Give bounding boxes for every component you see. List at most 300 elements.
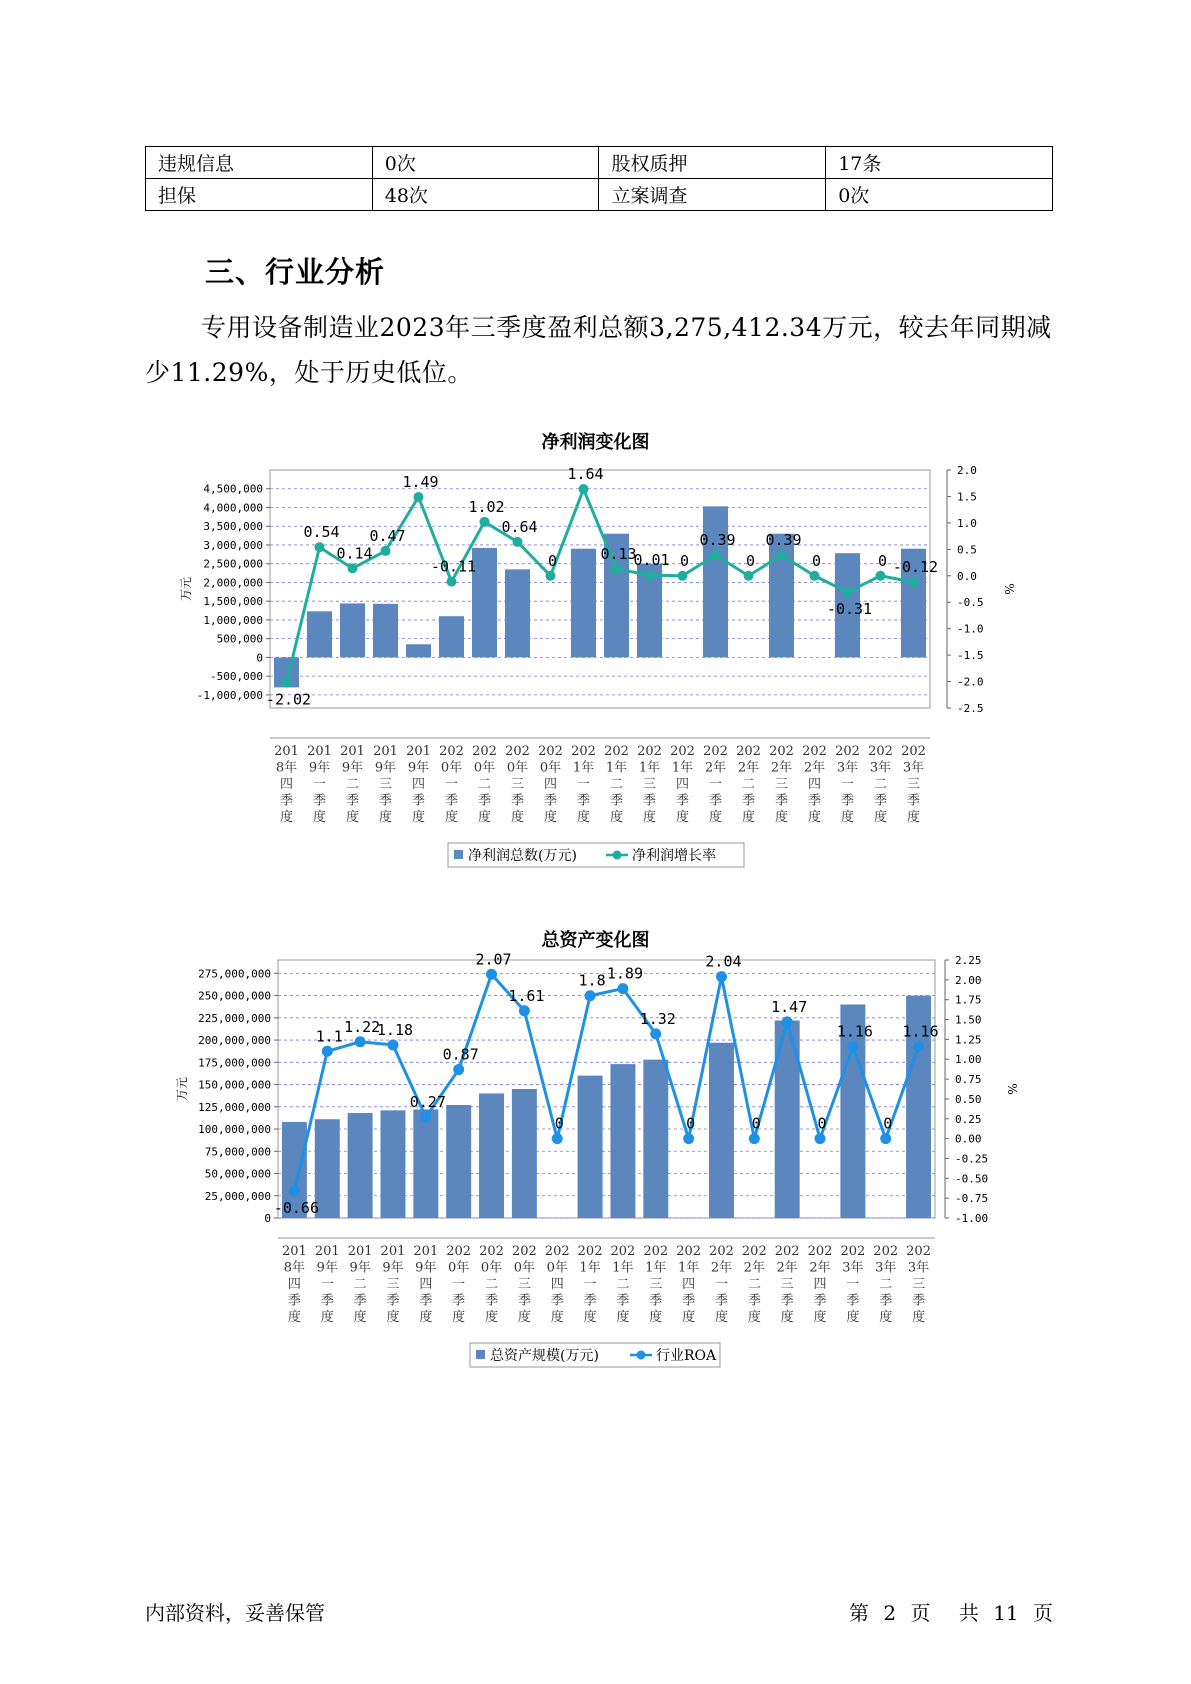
x-tick-label: 201: [282, 1244, 307, 1259]
data-label: -0.66: [273, 1199, 320, 1218]
x-tick-label: 季: [550, 1293, 564, 1309]
x-tick-label: 9年: [407, 760, 430, 776]
y-left-axis-label: 万元: [175, 1076, 189, 1102]
x-tick-label: 3年: [902, 760, 925, 776]
x-tick-label: 度: [279, 810, 294, 825]
x-tick-label: 度: [345, 810, 360, 825]
data-label: 0: [817, 1114, 827, 1133]
bar: [340, 603, 365, 657]
line-point: [322, 1046, 333, 1057]
y-left-tick-label: 125,000,000: [198, 1100, 271, 1114]
x-tick-label: 度: [675, 810, 690, 825]
y-right-tick-label: -1.0: [957, 622, 984, 636]
line-point: [381, 546, 391, 556]
x-tick-label: 季: [287, 1293, 301, 1309]
x-tick-label: 9年: [382, 1260, 404, 1276]
x-tick-label: 202: [446, 1244, 472, 1259]
x-tick-label: 季: [813, 1293, 827, 1309]
x-tick-label: 9年: [349, 1260, 371, 1276]
line-point: [909, 577, 919, 587]
data-label: -0.11: [430, 557, 477, 576]
x-tick-label: 3年: [869, 760, 892, 776]
data-label: 1.32: [639, 1009, 676, 1028]
x-tick-label: 四: [411, 777, 426, 792]
bar: [307, 611, 332, 657]
x-tick-label: 度: [879, 1310, 893, 1325]
line-point: [612, 564, 622, 574]
x-tick-label: 度: [583, 1310, 597, 1325]
y-left-tick-label: 4,500,000: [203, 482, 263, 496]
x-tick-label: 季: [616, 1293, 630, 1309]
x-tick-label: 2年: [737, 760, 760, 776]
line-point: [513, 537, 523, 547]
y-right-tick-label: 0.25: [955, 1112, 982, 1126]
x-tick-label: 201: [314, 1244, 340, 1259]
y-left-axis-label: 万元: [179, 576, 193, 602]
x-tick-label: 季: [444, 793, 459, 809]
data-label: 1.89: [606, 964, 643, 983]
x-tick-label: 三: [780, 1277, 794, 1292]
y-right-tick-label: -1.00: [955, 1212, 989, 1225]
x-tick-label: 度: [353, 1310, 367, 1325]
total-unit: 页: [1033, 1601, 1053, 1625]
x-tick-label: 季: [780, 1293, 794, 1309]
x-tick-label: 0年: [506, 760, 529, 776]
x-tick-label: 季: [912, 1293, 926, 1309]
line-point: [650, 1028, 661, 1039]
x-tick-label: 201: [380, 1244, 406, 1259]
data-label: 0.39: [765, 531, 802, 550]
bar: [610, 1064, 635, 1218]
x-tick-label: 202: [835, 744, 860, 759]
x-tick-label: 四: [813, 1277, 827, 1292]
x-tick-label: 度: [543, 810, 558, 825]
x-tick-label: 1年: [572, 760, 595, 776]
x-tick-label: 三: [774, 777, 789, 792]
x-tick-label: 9年: [316, 1260, 338, 1276]
line-point: [315, 542, 325, 552]
x-tick-label: 度: [411, 810, 426, 825]
y-right-tick-label: 1.75: [955, 993, 982, 1007]
x-tick-label: 8年: [283, 1260, 306, 1276]
x-tick-label: 201: [274, 744, 299, 759]
data-label: 0.54: [303, 523, 340, 542]
x-tick-label: 季: [353, 1293, 367, 1309]
data-label: -0.12: [892, 558, 939, 577]
x-tick-label: 一: [846, 1277, 860, 1292]
x-tick-label: 2年: [704, 760, 727, 776]
x-tick-label: 202: [472, 744, 497, 759]
line-point: [453, 1064, 464, 1075]
x-tick-label: 202: [901, 744, 926, 759]
x-tick-label: 202: [505, 744, 530, 759]
x-tick-label: 度: [616, 1310, 630, 1325]
x-tick-label: 季: [906, 793, 921, 809]
bar: [643, 1060, 668, 1218]
x-tick-label: 季: [576, 793, 591, 809]
x-tick-label: 季: [609, 793, 624, 809]
footer-note: 内部资料，妥善保管: [145, 1601, 325, 1625]
x-tick-label: 201: [307, 744, 332, 759]
y-right-axis-label: %: [1005, 1083, 1019, 1095]
line-point: [913, 1041, 924, 1052]
x-tick-label: 202: [637, 744, 662, 759]
x-tick-label: 201: [340, 744, 365, 759]
line-point: [387, 1039, 398, 1050]
x-tick-label: 四: [807, 777, 822, 792]
data-label: -2.02: [265, 690, 312, 709]
data-label: 0: [554, 1114, 564, 1133]
bar: [446, 1105, 471, 1218]
x-tick-label: 季: [774, 793, 789, 809]
x-tick-label: 度: [517, 1310, 531, 1325]
x-tick-label: 2年: [803, 760, 826, 776]
bar: [439, 616, 464, 657]
x-tick-label: 202: [906, 1244, 931, 1259]
x-tick-label: 度: [741, 810, 756, 825]
x-tick-label: 三: [912, 1277, 926, 1292]
data-label: 0: [679, 551, 690, 570]
x-tick-label: 一: [840, 777, 855, 792]
x-tick-label: 度: [682, 1310, 696, 1325]
x-tick-label: 季: [452, 1293, 466, 1309]
x-tick-label: 201: [406, 744, 431, 759]
legend-swatch-dot: [613, 851, 622, 860]
x-tick-label: 二: [609, 777, 624, 792]
x-tick-label: 度: [477, 810, 492, 825]
x-tick-label: 1年: [645, 1260, 667, 1276]
table-cell: 立案调查: [599, 179, 826, 211]
chart-title: 净利润变化图: [541, 432, 650, 453]
y-left-tick-label: 3,500,000: [203, 520, 263, 534]
x-tick-label: 202: [736, 744, 761, 759]
line-point: [552, 1133, 563, 1144]
x-tick-label: 度: [840, 810, 855, 825]
x-tick-label: 度: [649, 1310, 663, 1325]
table-cell: 17条: [826, 147, 1053, 179]
x-tick-label: 202: [571, 744, 596, 759]
data-label: 0: [751, 1114, 761, 1133]
x-tick-label: 3年: [836, 760, 859, 776]
info-table: [145, 146, 1053, 211]
x-tick-label: 202: [610, 1244, 636, 1259]
x-tick-label: 季: [649, 1293, 663, 1309]
x-tick-label: 202: [741, 1244, 767, 1259]
data-label: 1.8: [578, 971, 606, 990]
x-tick-label: 一: [576, 777, 591, 792]
line-point: [777, 550, 787, 560]
y-right-tick-label: 1.00: [955, 1053, 982, 1067]
y-right-tick-label: 1.25: [955, 1033, 982, 1047]
bar: [348, 1113, 373, 1218]
x-tick-label: 度: [576, 810, 591, 825]
y-right-tick-label: -0.50: [955, 1172, 989, 1186]
x-tick-label: 度: [609, 810, 624, 825]
x-tick-label: 季: [279, 793, 294, 809]
x-tick-label: 度: [312, 810, 327, 825]
line-point: [810, 571, 820, 581]
summary-paragraph: 专用设备制造业2023年三季度盈利总额3,275,412.34万元，较去年同期减少11.29%，处于历史低位。: [145, 313, 1052, 387]
data-label: 1.22: [344, 1017, 381, 1036]
data-label: 0.87: [442, 1045, 479, 1064]
line-point: [847, 1041, 858, 1052]
x-tick-label: 季: [747, 1293, 761, 1309]
table-cell: 0次: [372, 147, 599, 179]
y-right-tick-label: 1.50: [955, 1013, 982, 1027]
line-point: [420, 1112, 431, 1123]
x-tick-label: 0年: [546, 1260, 568, 1276]
x-tick-label: 202: [511, 1244, 537, 1259]
x-tick-label: 二: [345, 777, 360, 792]
y-right-tick-label: 0.50: [955, 1092, 982, 1106]
x-tick-label: 一: [583, 1277, 597, 1292]
x-tick-label: 季: [840, 793, 855, 809]
x-tick-label: 202: [703, 744, 728, 759]
x-tick-label: 202: [604, 744, 629, 759]
line-point: [585, 990, 596, 1001]
x-tick-label: 二: [485, 1277, 499, 1292]
x-tick-label: 四: [675, 777, 690, 792]
x-tick-label: 0年: [480, 1260, 503, 1276]
y-left-tick-label: 75,000,000: [204, 1145, 271, 1159]
x-tick-label: 三: [517, 1277, 531, 1292]
y-left-tick-label: 25,000,000: [204, 1189, 271, 1203]
y-left-tick-label: 150,000,000: [198, 1078, 271, 1092]
y-left-tick-label: 100,000,000: [198, 1123, 271, 1137]
x-tick-label: 二: [747, 1277, 761, 1292]
x-tick-label: 202: [802, 744, 827, 759]
page-number: [841, 1597, 1053, 1626]
x-tick-label: 9年: [374, 760, 397, 776]
x-tick-label: 度: [320, 1310, 334, 1325]
x-tick-label: 季: [411, 793, 426, 809]
x-tick-label: 一: [320, 1277, 334, 1292]
data-label: 0.39: [699, 531, 736, 550]
y-left-tick-label: -1,000,000: [196, 688, 263, 702]
page-prefix: 第: [849, 1601, 870, 1625]
line-point: [447, 577, 457, 587]
x-tick-label: 1年: [579, 1260, 601, 1276]
line-point: [716, 971, 727, 982]
line-point: [744, 571, 754, 581]
y-right-tick-label: 2.0: [957, 464, 977, 477]
table-cell: 股权质押: [599, 147, 826, 179]
y-right-tick-label: 0.0: [957, 569, 977, 583]
line-point: [486, 969, 497, 980]
x-tick-label: 2年: [776, 1260, 798, 1276]
x-tick-label: 三: [906, 777, 921, 792]
x-tick-label: 202: [873, 1244, 899, 1259]
x-tick-label: 三: [386, 1277, 400, 1292]
x-tick-label: 二: [353, 1277, 367, 1292]
data-label: 1.18: [376, 1020, 414, 1039]
data-label: 0.01: [633, 551, 670, 570]
x-tick-label: 季: [312, 793, 327, 809]
line-point: [617, 983, 628, 994]
x-tick-label: 202: [709, 1244, 734, 1259]
x-tick-label: 2年: [770, 760, 793, 776]
y-right-tick-label: -2.5: [957, 702, 984, 715]
x-tick-label: 季: [583, 1293, 597, 1309]
x-tick-label: 三: [642, 777, 657, 792]
x-tick-label: 一: [708, 777, 723, 792]
x-tick-label: 二: [616, 1277, 630, 1292]
x-tick-label: 度: [813, 1310, 827, 1325]
data-label: 0: [883, 1114, 893, 1133]
x-tick-label: 度: [378, 810, 393, 825]
x-tick-label: 202: [439, 744, 464, 759]
line-point: [546, 571, 556, 581]
x-tick-label: 季: [543, 793, 558, 809]
x-tick-label: 9年: [341, 760, 364, 776]
x-tick-label: 二: [477, 777, 492, 792]
x-tick-label: 度: [807, 810, 822, 825]
x-tick-label: 202: [769, 744, 794, 759]
x-tick-label: 四: [419, 1277, 433, 1292]
x-tick-label: 一: [312, 777, 327, 792]
y-right-axis-label: %: [1002, 583, 1016, 595]
line-point: [782, 1016, 793, 1027]
x-tick-label: 度: [386, 1310, 400, 1325]
legend-swatch-bar: [476, 1350, 485, 1359]
x-tick-label: 度: [714, 1310, 728, 1325]
data-label: 1.47: [771, 997, 808, 1016]
x-tick-label: 2年: [809, 1260, 831, 1276]
y-left-tick-label: 4,000,000: [203, 501, 263, 515]
data-label: 0.64: [501, 517, 538, 536]
legend-label: 总资产规模(万元): [490, 1348, 599, 1364]
line-point: [414, 492, 424, 502]
x-tick-label: 季: [485, 1293, 499, 1309]
x-tick-label: 度: [873, 810, 888, 825]
legend-swatch-bar: [454, 850, 463, 859]
x-tick-label: 季: [682, 1293, 696, 1309]
data-label: 1.1: [315, 1027, 343, 1046]
line-point: [843, 587, 853, 597]
x-tick-label: 度: [444, 810, 459, 825]
line-point: [678, 571, 688, 581]
x-tick-label: 二: [873, 777, 888, 792]
x-tick-label: 度: [747, 1310, 761, 1325]
x-tick-label: 1年: [671, 760, 694, 776]
y-left-tick-label: 2,000,000: [203, 576, 263, 590]
total-prefix: 共: [958, 1601, 979, 1625]
y-left-tick-label: 250,000,000: [198, 989, 271, 1003]
y-left-tick-label: 1,000,000: [203, 613, 263, 627]
x-tick-label: 三: [510, 777, 525, 792]
y-right-tick-label: -0.25: [955, 1152, 989, 1166]
table-row: [146, 147, 1053, 179]
x-tick-label: 201: [373, 744, 398, 759]
x-tick-label: 202: [538, 744, 563, 759]
x-tick-label: 202: [807, 1244, 833, 1259]
bar: [380, 1110, 405, 1218]
table-cell: 0次: [826, 179, 1053, 211]
x-tick-label: 202: [544, 1244, 570, 1259]
x-tick-label: 度: [419, 1310, 433, 1325]
total-assets-chart: [0, 950, 1191, 1380]
bar: [505, 569, 530, 657]
x-tick-label: 季: [807, 793, 822, 809]
data-label: 0: [686, 1114, 696, 1133]
page-current: 2: [883, 1601, 897, 1625]
x-tick-label: 四: [682, 1277, 696, 1292]
y-right-tick-label: 0.5: [957, 543, 977, 557]
x-tick-label: 202: [868, 744, 893, 759]
x-tick-label: 季: [386, 1293, 400, 1309]
line-point: [579, 484, 589, 494]
x-tick-label: 季: [708, 793, 723, 809]
legend-label: 净利润增长率: [632, 848, 716, 864]
x-tick-label: 一: [444, 777, 459, 792]
data-label: 0.27: [409, 1093, 446, 1112]
x-tick-label: 季: [345, 793, 360, 809]
page-total: 11: [993, 1601, 1019, 1625]
y-left-tick-label: 500,000: [216, 632, 263, 646]
line-point: [289, 1186, 300, 1197]
line-point: [876, 571, 886, 581]
x-tick-label: 0年: [473, 760, 496, 776]
y-left-tick-label: 0: [256, 651, 263, 665]
x-tick-label: 202: [774, 1244, 800, 1259]
x-tick-label: 度: [485, 1310, 499, 1325]
data-label: 0.47: [369, 526, 406, 545]
x-tick-label: 度: [287, 1310, 301, 1325]
data-label: 0: [811, 551, 822, 570]
line-point: [880, 1133, 891, 1144]
x-tick-label: 三: [378, 777, 393, 792]
x-tick-label: 9年: [415, 1260, 437, 1276]
x-tick-label: 四: [287, 1277, 301, 1292]
data-label: -0.31: [826, 600, 873, 619]
bar: [479, 1093, 504, 1218]
x-tick-label: 四: [550, 1277, 564, 1292]
y-left-tick-label: 200,000,000: [198, 1034, 271, 1048]
bar: [512, 1089, 537, 1218]
x-tick-label: 201: [347, 1244, 373, 1259]
x-tick-label: 2年: [743, 1260, 765, 1276]
y-left-tick-label: 50,000,000: [204, 1167, 271, 1181]
x-tick-label: 季: [419, 1293, 433, 1309]
x-tick-label: 度: [550, 1310, 564, 1325]
chart-title: 总资产变化图: [541, 930, 650, 951]
x-tick-label: 季: [879, 1293, 893, 1309]
legend-label: 行业ROA: [656, 1348, 717, 1364]
x-tick-label: 1年: [612, 1260, 634, 1276]
data-label: 1.16: [836, 1022, 873, 1041]
x-tick-label: 季: [714, 1293, 728, 1309]
x-tick-label: 0年: [448, 1260, 470, 1276]
x-tick-label: 度: [780, 1310, 794, 1325]
bar: [578, 1076, 603, 1218]
line-point: [355, 1036, 366, 1047]
line-point: [711, 550, 721, 560]
bar: [406, 644, 431, 657]
table-cell: 48次: [372, 179, 599, 211]
x-tick-label: 8年: [275, 760, 298, 776]
x-tick-label: 3年: [875, 1260, 897, 1276]
y-right-tick-label: -1.5: [957, 649, 984, 663]
data-label: 1.64: [567, 465, 604, 484]
data-label: 0.13: [600, 544, 637, 563]
line-point: [645, 570, 655, 580]
x-tick-label: 度: [510, 810, 525, 825]
y-left-tick-label: 275,000,000: [198, 967, 271, 981]
x-tick-label: 度: [912, 1310, 926, 1325]
data-label: 0: [745, 551, 756, 570]
y-right-tick-label: 0.00: [955, 1132, 982, 1146]
x-tick-label: 季: [675, 793, 690, 809]
